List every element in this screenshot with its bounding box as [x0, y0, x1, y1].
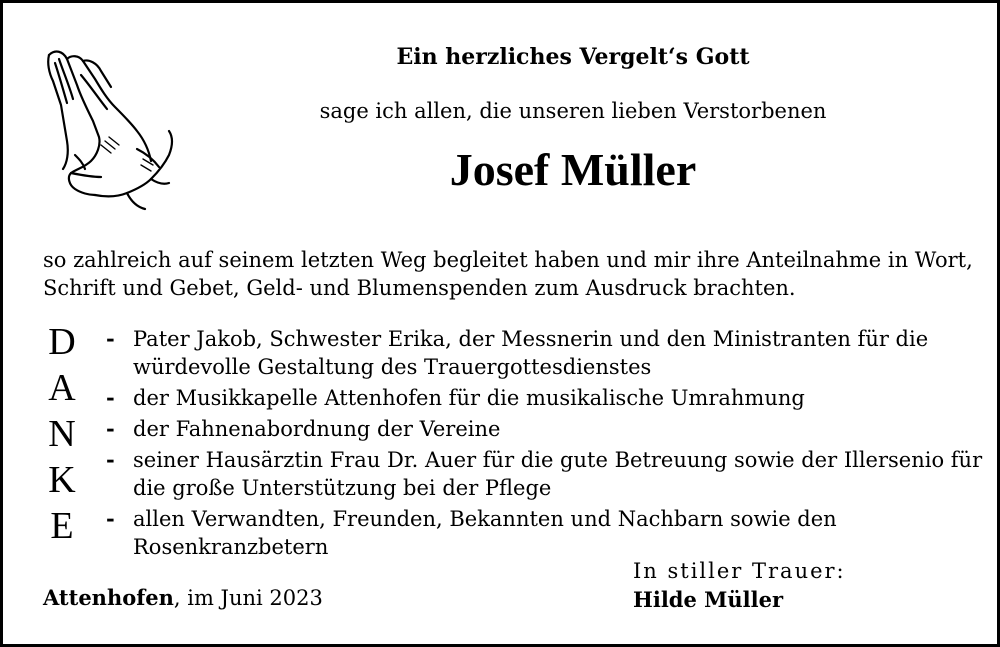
thanks-list — [103, 325, 983, 564]
danke-letter: N — [48, 413, 76, 455]
list-item — [103, 446, 983, 502]
place-date — [43, 585, 323, 610]
danke-letter: A — [48, 367, 76, 409]
list-item — [103, 505, 983, 561]
praying-hands-icon — [41, 45, 181, 213]
danke-letter: E — [50, 505, 74, 547]
dash: - — [106, 326, 115, 351]
dash: - — [106, 447, 115, 472]
mourning-label: In stiller Trauer: — [633, 559, 846, 583]
thanks-text: der Fahnenabordnung der Vereine — [133, 417, 501, 441]
thanks-text: allen Verwandten, Freunden, Bekannten und Nachbarn sowie den Rosenkranzbetern — [133, 507, 837, 559]
obituary-card — [3, 3, 997, 644]
list-item — [103, 415, 983, 443]
thanks-text: der Musikkapelle Attenhofen für die musikalische Umrahmung — [133, 386, 805, 410]
dash: - — [106, 416, 115, 441]
dash: - — [106, 506, 115, 531]
intro-text: so zahlreich auf seinem letzten Weg begleitet haben und mir ihre Anteilnahme in Wort, Schrift und Gebet, Geld- und Blumenspenden zum Ausdruck brachten. — [43, 248, 973, 300]
date: , im Juni 2023 — [173, 586, 323, 610]
danke-letter: D — [48, 321, 76, 363]
subline: sage ich allen, die unseren lieben Verstorbenen — [319, 99, 827, 123]
place: Attenhofen — [43, 585, 174, 610]
thanks-text: seiner Hausärztin Frau Dr. Auer für die gute Betreuung sowie der Illersenio für die große Unterstützung bei der Pflege — [133, 448, 983, 500]
list-item — [103, 384, 983, 412]
deceased-name: Josef Müller — [449, 144, 697, 195]
mourner-name: Hilde Müller — [633, 587, 784, 612]
danke-letter: K — [48, 459, 76, 501]
list-item — [103, 325, 983, 381]
thanks-text: Pater Jakob, Schwester Erika, der Messnerin und den Ministranten für die würdevolle Gestaltung des Trauergottesdienstes — [133, 327, 929, 379]
dash: - — [106, 385, 115, 410]
heading: Ein herzliches Vergelt‘s Gott — [396, 44, 750, 70]
